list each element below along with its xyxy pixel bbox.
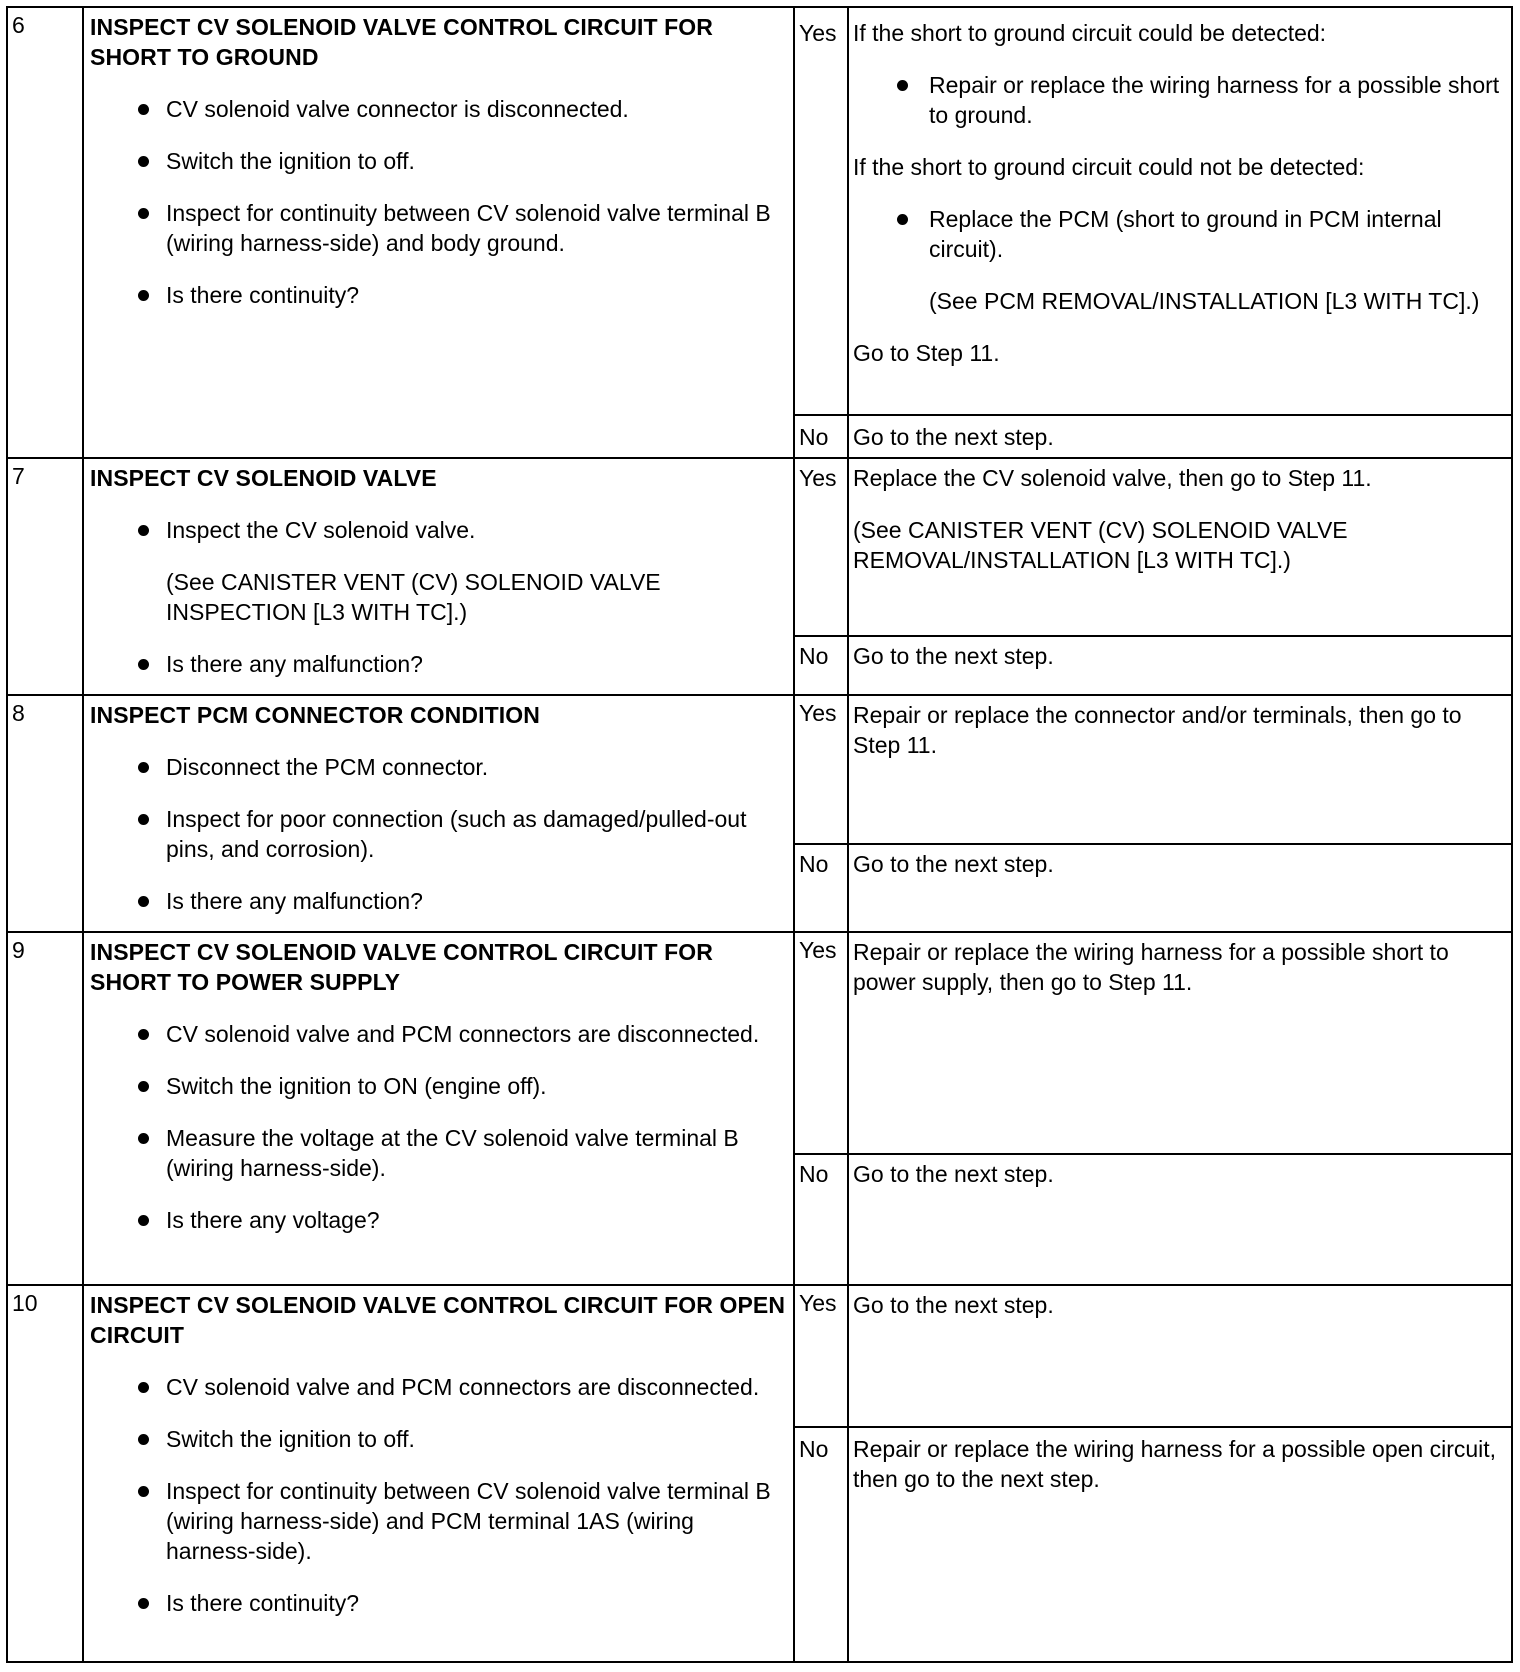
- action-bullet: Inspect for poor connection (such as damaged/pulled-out pins, and corrosion).: [90, 804, 787, 864]
- reference-note: (See CANISTER VENT (CV) SOLENOID VALVE REMOVAL/INSTALLATION [L3 WITH TC].): [853, 517, 1348, 573]
- result-text: Go to the next step.: [853, 851, 1054, 877]
- step-title: INSPECT CV SOLENOID VALVE: [90, 465, 437, 491]
- action-bullet: CV solenoid valve connector is disconnected.: [90, 94, 787, 124]
- no-result-cell: [849, 845, 1511, 931]
- action-bullet: Is there any malfunction?: [90, 886, 787, 916]
- result-text: Go to the next step.: [853, 424, 1054, 450]
- step-title: INSPECT CV SOLENOID VALVE CONTROL CIRCUIT FOR SHORT TO GROUND: [90, 14, 713, 70]
- action-bullet: CV solenoid valve and PCM connectors are disconnected.: [90, 1372, 787, 1402]
- step-number: 10: [8, 1286, 84, 1661]
- result-column: [849, 696, 1511, 931]
- answer-column: [795, 8, 849, 457]
- action-bullet: Disconnect the PCM connector.: [90, 752, 787, 782]
- result-column: [849, 1286, 1511, 1661]
- step-action: [84, 1286, 795, 1661]
- no-cell: [795, 1155, 847, 1284]
- table-row-step-8: [8, 696, 1511, 933]
- step-title: INSPECT PCM CONNECTOR CONDITION: [90, 702, 540, 728]
- result-text: Go to the next step.: [853, 643, 1054, 669]
- action-bullet: Inspect for continuity between CV solenoid valve terminal B (wiring harness-side) and PCM terminal 1AS (wiring harness-side).: [90, 1476, 787, 1566]
- reference-note: (See PCM REMOVAL/INSTALLATION [L3 WITH TC].): [929, 288, 1480, 314]
- yes-label: Yes: [799, 20, 837, 46]
- no-result-cell: [849, 1155, 1511, 1284]
- diagnostic-procedure-table: [6, 6, 1513, 1663]
- answer-column: [795, 1286, 849, 1661]
- yes-cell: [795, 1286, 847, 1428]
- action-bullet: Measure the voltage at the CV solenoid valve terminal B (wiring harness-side).: [90, 1123, 787, 1183]
- action-bullet: CV solenoid valve and PCM connectors are disconnected.: [90, 1019, 787, 1049]
- no-result-cell: [849, 637, 1511, 694]
- action-bullet: Is there any voltage?: [90, 1205, 787, 1235]
- action-bullet-text: Inspect the CV solenoid valve.: [166, 517, 476, 543]
- table-row-step-7: [8, 459, 1511, 696]
- yes-cell: [795, 8, 847, 416]
- step-number: 6: [8, 8, 84, 457]
- result-text: Repair or replace the connector and/or terminals, then go to Step 11.: [853, 702, 1462, 758]
- no-cell: [795, 637, 847, 694]
- action-bullet: Switch the ignition to off.: [90, 1424, 787, 1454]
- step-action: [84, 8, 795, 457]
- no-label: No: [799, 851, 829, 877]
- yes-result-cell: [849, 1286, 1511, 1428]
- step-action: [84, 696, 795, 931]
- no-label: No: [799, 424, 829, 450]
- no-cell: [795, 1430, 847, 1661]
- step-title: INSPECT CV SOLENOID VALVE CONTROL CIRCUIT FOR SHORT TO POWER SUPPLY: [90, 939, 713, 995]
- step-number: 8: [8, 696, 84, 931]
- result-column: [849, 933, 1511, 1284]
- no-cell: [795, 845, 847, 931]
- result-bullet-text: Replace the PCM (short to ground in PCM internal circuit).: [929, 206, 1442, 262]
- step-number: 9: [8, 933, 84, 1284]
- step-action: [84, 459, 795, 694]
- yes-result-cell: [849, 8, 1511, 416]
- yes-cell: [795, 459, 847, 637]
- result-bullet: [853, 204, 1507, 316]
- step-number: 7: [8, 459, 84, 694]
- yes-result-cell: [849, 459, 1511, 637]
- result-column: [849, 459, 1511, 694]
- answer-column: [795, 459, 849, 694]
- yes-label: Yes: [799, 937, 837, 963]
- no-result-cell: [849, 416, 1511, 457]
- no-result-cell: [849, 1430, 1511, 1661]
- no-label: No: [799, 1436, 829, 1462]
- yes-result-cell: [849, 696, 1511, 845]
- action-bullet: Switch the ignition to off.: [90, 146, 787, 176]
- table-row-step-9: [8, 933, 1511, 1286]
- yes-label: Yes: [799, 700, 837, 726]
- no-cell: [795, 416, 847, 457]
- step-action: [84, 933, 795, 1284]
- action-bullet: Inspect for continuity between CV solenoid valve terminal B (wiring harness-side) and body ground.: [90, 198, 787, 258]
- action-bullet: [90, 515, 787, 627]
- table-row-step-6: [8, 8, 1511, 459]
- result-text: If the short to ground circuit could be detected:: [853, 20, 1327, 46]
- action-bullet: Is there any malfunction?: [90, 649, 787, 679]
- result-text: Go to the next step.: [853, 1161, 1054, 1187]
- result-text: Go to the next step.: [853, 1292, 1054, 1318]
- no-label: No: [799, 643, 829, 669]
- yes-result-cell: [849, 933, 1511, 1155]
- yes-label: Yes: [799, 1290, 837, 1316]
- step-title: INSPECT CV SOLENOID VALVE CONTROL CIRCUIT FOR OPEN CIRCUIT: [90, 1292, 786, 1348]
- result-text: Repair or replace the wiring harness for a possible open circuit, then go to the next step.: [853, 1436, 1497, 1492]
- result-text: Replace the CV solenoid valve, then go to Step 11.: [853, 465, 1372, 491]
- result-bullet: Repair or replace the wiring harness for a possible short to ground.: [853, 70, 1507, 130]
- result-text: Repair or replace the wiring harness for a possible short to power supply, then go to Step 11.: [853, 939, 1449, 995]
- result-text: If the short to ground circuit could not be detected:: [853, 154, 1365, 180]
- action-bullet: Is there continuity?: [90, 1588, 787, 1618]
- result-text: Go to Step 11.: [853, 340, 1000, 366]
- answer-column: [795, 696, 849, 931]
- action-bullet: Switch the ignition to ON (engine off).: [90, 1071, 787, 1101]
- table-row-step-10: [8, 1286, 1511, 1661]
- result-column: [849, 8, 1511, 457]
- yes-cell: [795, 696, 847, 845]
- no-label: No: [799, 1161, 829, 1187]
- yes-label: Yes: [799, 465, 837, 491]
- reference-note: (See CANISTER VENT (CV) SOLENOID VALVE INSPECTION [L3 WITH TC].): [166, 569, 661, 625]
- answer-column: [795, 933, 849, 1284]
- yes-cell: [795, 933, 847, 1155]
- action-bullet: Is there continuity?: [90, 280, 787, 310]
